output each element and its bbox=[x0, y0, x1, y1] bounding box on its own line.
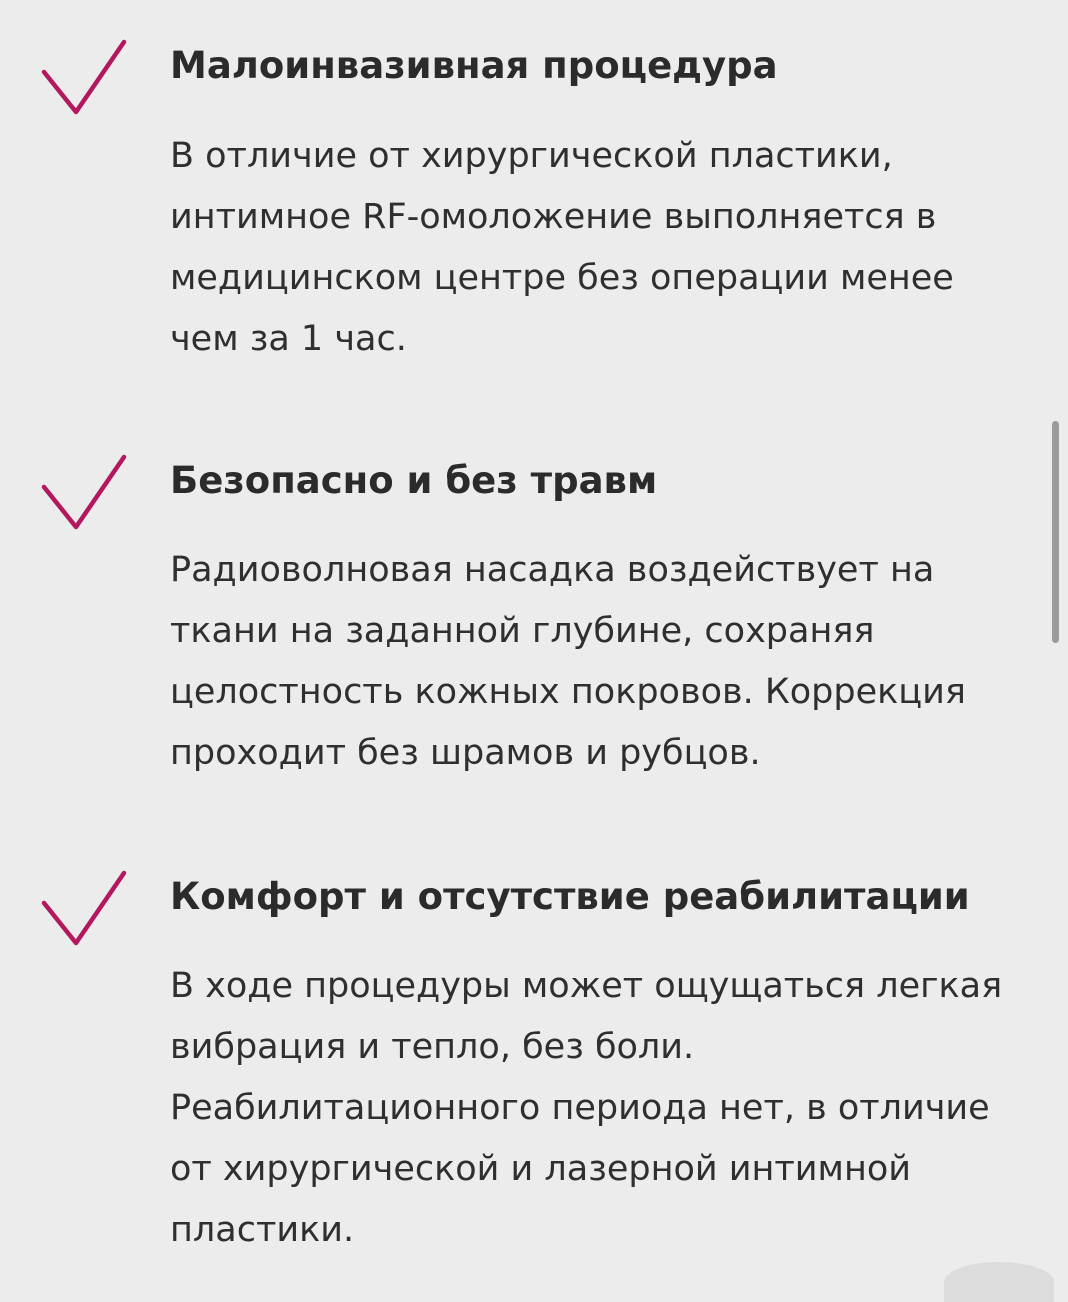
description-line: медицинском центре без операции менее bbox=[170, 258, 954, 298]
description-line: Радиоволновая насадка воздействует на bbox=[170, 550, 935, 590]
description-line: пластики. bbox=[170, 1210, 355, 1250]
description-line: В ходе процедуры может ощущаться легкая bbox=[170, 966, 1003, 1006]
feature-title: Комфорт и отсутствие реабилитации bbox=[170, 875, 970, 918]
description-line: интимное RF-омоложение выполняется в bbox=[170, 197, 937, 237]
feature-title: Малоинвазивная процедура bbox=[170, 44, 778, 87]
description-line: вибрация и тепло, без боли. bbox=[170, 1027, 695, 1067]
description-line: целостность кожных покровов. Коррекция bbox=[170, 672, 966, 712]
feature-description bbox=[170, 126, 1030, 370]
feature-title: Безопасно и без травм bbox=[170, 459, 658, 502]
corner-shadow bbox=[944, 1262, 1054, 1302]
scrollbar-thumb[interactable] bbox=[1052, 421, 1059, 643]
description-line: Реабилитационного периода нет, в отличие bbox=[170, 1088, 990, 1128]
feature-description bbox=[170, 540, 1030, 784]
checkmark-icon bbox=[38, 38, 130, 120]
description-line: В отличие от хирургической пластики, bbox=[170, 136, 893, 176]
description-line: ткани на заданной глубине, сохраняя bbox=[170, 611, 875, 651]
description-line: проходит без шрамов и рубцов. bbox=[170, 733, 761, 773]
checkmark-icon bbox=[38, 453, 130, 535]
feature-description bbox=[170, 956, 1030, 1261]
description-line: от хирургической и лазерной интимной bbox=[170, 1149, 911, 1189]
description-line: чем за 1 час. bbox=[170, 319, 407, 359]
checkmark-icon bbox=[38, 869, 130, 951]
